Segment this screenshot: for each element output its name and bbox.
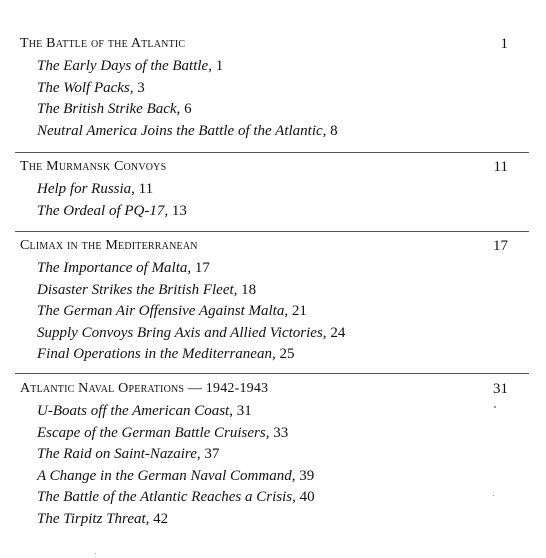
- entry-page-number: 37: [204, 446, 220, 462]
- entry-page-number: 21: [291, 303, 307, 319]
- entry-title: Supply Convoys Bring Axis and Allied Victories,: [37, 324, 327, 341]
- entry-title: A Change in the German Naval Command,: [37, 467, 296, 484]
- section-heading: [20, 381, 508, 403]
- entry-title: Help for Russia,: [37, 181, 135, 197]
- toc-entry: [20, 403, 508, 425]
- toc-entry: [20, 58, 508, 80]
- entry-title: The Raid on Saint-Nazaire,: [37, 446, 201, 462]
- entry-title: Final Operations in the Mediterranean,: [37, 346, 276, 362]
- entry-title: Neutral America Joins the Battle of the Atlantic,: [37, 122, 327, 139]
- entry-page-number: 40: [299, 489, 315, 505]
- section-divider: [15, 231, 529, 232]
- entry-title: U-Boats off the American Coast,: [37, 403, 233, 419]
- toc-entry: [20, 181, 508, 203]
- toc-entry: [20, 468, 508, 490]
- entry-page-number: 11: [138, 181, 154, 197]
- entry-page-number: 18: [241, 281, 257, 298]
- entry-page-number: 25: [279, 346, 295, 362]
- section-divider: [15, 373, 529, 374]
- entry-page-number: 33: [273, 424, 289, 441]
- toc-entry: [20, 489, 508, 511]
- entry-page-number: 8: [330, 122, 338, 139]
- entry-title: The Tirpitz Threat,: [37, 510, 150, 527]
- entry-title: The Early Days of the Battle,: [37, 58, 212, 74]
- section-divider: [15, 152, 529, 153]
- scan-speck: [494, 406, 496, 408]
- toc-entry: [20, 303, 508, 325]
- entry-page-number: 3: [137, 79, 145, 96]
- toc-entry: [20, 80, 508, 102]
- entry-title: Escape of the German Battle Cruisers,: [37, 424, 270, 441]
- toc-entry: [20, 123, 508, 145]
- entry-title: The Ordeal of PQ-17,: [37, 202, 169, 219]
- section-page-number: 1: [500, 36, 508, 52]
- section-title: The Battle of the Atlantic: [20, 36, 186, 51]
- section-heading: [20, 159, 508, 181]
- entry-title: The Battle of the Atlantic Reaches a Crisis,: [37, 489, 296, 505]
- toc-entry: [20, 446, 508, 468]
- entry-page-number: 31: [236, 403, 252, 419]
- toc-entry: [20, 511, 508, 533]
- entry-page-number: 6: [184, 101, 192, 117]
- section-title: The Murmansk Convoys: [20, 159, 167, 174]
- scan-speck: [493, 495, 494, 496]
- toc-entry: [20, 425, 508, 447]
- entry-page-number: 13: [171, 202, 187, 219]
- toc-section-murmansk-convoys: [20, 159, 508, 224]
- section-heading: [20, 238, 508, 260]
- entry-page-number: 24: [330, 324, 346, 341]
- entry-title: The Importance of Malta,: [37, 260, 192, 276]
- toc-entry: [20, 346, 508, 368]
- toc-entry: [20, 101, 508, 123]
- entry-page-number: 17: [194, 260, 210, 276]
- entry-title: The British Strike Back,: [37, 101, 181, 117]
- entry-page-number: 1: [215, 58, 224, 74]
- entry-title: The Wolf Packs,: [37, 79, 134, 96]
- toc-section-mediterranean: [20, 238, 508, 368]
- toc-section-atlantic-naval-operations: [20, 381, 508, 532]
- toc-entry: [20, 325, 508, 347]
- toc-section-battle-of-atlantic: [20, 36, 508, 144]
- toc-entry: [20, 282, 508, 304]
- section-page-number: 31: [493, 381, 508, 397]
- toc-entry: [20, 203, 508, 225]
- entry-page-number: 39: [299, 467, 315, 484]
- section-title: Atlantic Naval Operations — 1942-1943: [20, 381, 269, 396]
- entry-title: Disaster Strikes the British Fleet,: [37, 281, 238, 298]
- scan-speck: [95, 553, 96, 554]
- toc-entry: [20, 260, 508, 282]
- section-title: Climax in the Mediterranean: [20, 238, 198, 253]
- entry-page-number: 42: [153, 510, 169, 527]
- section-page-number: 17: [493, 238, 508, 254]
- entry-title: The German Air Offensive Against Malta,: [37, 303, 289, 319]
- section-page-number: 11: [493, 159, 508, 175]
- section-heading: [20, 36, 508, 58]
